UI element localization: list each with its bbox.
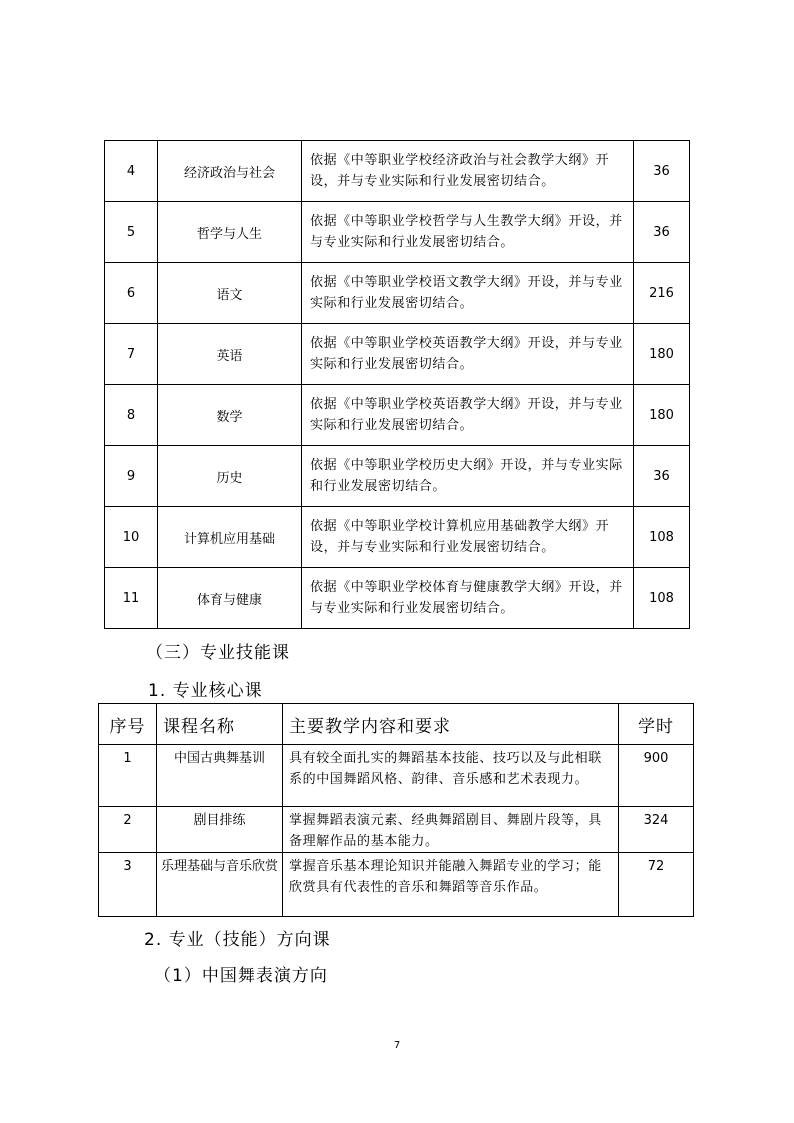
general-courses-table bbox=[104, 140, 690, 629]
subsection-title-direction: 2. 专业（技能）方向课 bbox=[144, 930, 331, 950]
table-row bbox=[105, 507, 690, 568]
row-number: 8 bbox=[105, 385, 158, 446]
section-title-skills: （三）专业技能课 bbox=[146, 643, 290, 663]
table-row bbox=[99, 745, 694, 807]
course-hours: 216 bbox=[634, 263, 690, 324]
row-number: 5 bbox=[105, 202, 158, 263]
course-name: 英语 bbox=[158, 324, 302, 385]
course-hours: 36 bbox=[634, 202, 690, 263]
course-hours: 180 bbox=[634, 385, 690, 446]
course-name: 哲学与人生 bbox=[158, 202, 302, 263]
course-description: 依据《中等职业学校体育与健康教学大纲》开设，并与专业实际和行业发展密切结合。 bbox=[302, 568, 634, 629]
course-name: 计算机应用基础 bbox=[158, 507, 302, 568]
table-row bbox=[105, 141, 690, 202]
course-hours: 36 bbox=[634, 446, 690, 507]
course-name: 体育与健康 bbox=[158, 568, 302, 629]
course-description: 依据《中等职业学校语文教学大纲》开设，并与专业实际和行业发展密切结合。 bbox=[302, 263, 634, 324]
table-header-row bbox=[99, 704, 694, 745]
course-description: 依据《中等职业学校英语教学大纲》开设，并与专业实际和行业发展密切结合。 bbox=[302, 324, 634, 385]
row-number: 4 bbox=[105, 141, 158, 202]
row-number: 11 bbox=[105, 568, 158, 629]
row-number: 2 bbox=[99, 807, 157, 853]
course-description: 掌握舞蹈表演元素、经典舞蹈剧目、舞剧片段等，具备理解作品的基本能力。 bbox=[283, 807, 619, 853]
header-num: 序号 bbox=[99, 704, 157, 745]
course-description: 依据《中等职业学校哲学与人生教学大纲》开设，并与专业实际和行业发展密切结合。 bbox=[302, 202, 634, 263]
subsection-title-core: 1. 专业核心课 bbox=[148, 681, 263, 701]
course-name: 历史 bbox=[158, 446, 302, 507]
course-description: 依据《中等职业学校经济政治与社会教学大纲》开设，并与专业实际和行业发展密切结合。 bbox=[302, 141, 634, 202]
course-description: 依据《中等职业学校历史大纲》开设，并与专业实际和行业发展密切结合。 bbox=[302, 446, 634, 507]
table-row bbox=[105, 202, 690, 263]
subsection-title-chinese-dance: （1）中国舞表演方向 bbox=[154, 966, 328, 986]
header-hours: 学时 bbox=[619, 704, 694, 745]
course-name: 乐理基础与音乐欣赏 bbox=[157, 853, 283, 917]
header-content: 主要教学内容和要求 bbox=[283, 704, 619, 745]
course-name: 剧目排练 bbox=[157, 807, 283, 853]
core-courses-table bbox=[98, 703, 694, 917]
course-name: 经济政治与社会 bbox=[158, 141, 302, 202]
row-number: 7 bbox=[105, 324, 158, 385]
course-description: 依据《中等职业学校计算机应用基础教学大纲》开设，并与专业实际和行业发展密切结合。 bbox=[302, 507, 634, 568]
row-number: 6 bbox=[105, 263, 158, 324]
header-name: 课程名称 bbox=[157, 704, 283, 745]
course-hours: 324 bbox=[619, 807, 694, 853]
course-name: 语文 bbox=[158, 263, 302, 324]
table-row bbox=[99, 853, 694, 917]
course-hours: 72 bbox=[619, 853, 694, 917]
course-description: 掌握音乐基本理论知识并能融入舞蹈专业的学习；能欣赏具有代表性的音乐和舞蹈等音乐作品。 bbox=[283, 853, 619, 917]
table-row bbox=[105, 263, 690, 324]
table-row bbox=[105, 324, 690, 385]
course-description: 依据《中等职业学校英语教学大纲》开设，并与专业实际和行业发展密切结合。 bbox=[302, 385, 634, 446]
course-name: 数学 bbox=[158, 385, 302, 446]
course-hours: 900 bbox=[619, 745, 694, 807]
course-hours: 36 bbox=[634, 141, 690, 202]
row-number: 10 bbox=[105, 507, 158, 568]
course-hours: 180 bbox=[634, 324, 690, 385]
row-number: 9 bbox=[105, 446, 158, 507]
table-row bbox=[105, 446, 690, 507]
table-row bbox=[99, 807, 694, 853]
table-row bbox=[105, 568, 690, 629]
course-name: 中国古典舞基训 bbox=[157, 745, 283, 807]
course-description: 具有较全面扎实的舞蹈基本技能、技巧以及与此相联系的中国舞蹈风格、韵律、音乐感和艺术表现力。 bbox=[283, 745, 619, 807]
table-row bbox=[105, 385, 690, 446]
row-number: 1 bbox=[99, 745, 157, 807]
course-hours: 108 bbox=[634, 568, 690, 629]
page-number: 7 bbox=[393, 1040, 401, 1051]
row-number: 3 bbox=[99, 853, 157, 917]
course-hours: 108 bbox=[634, 507, 690, 568]
